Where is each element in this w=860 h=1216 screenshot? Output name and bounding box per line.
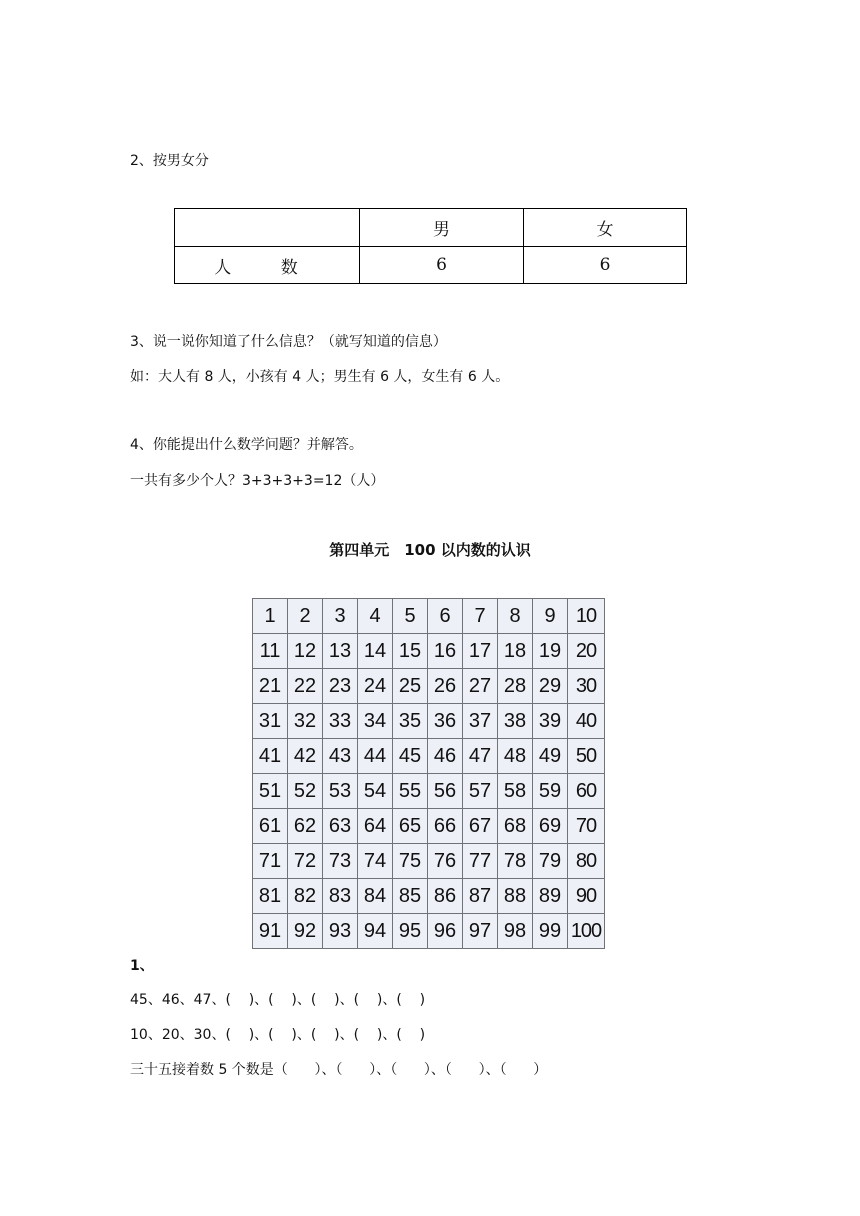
hundred-chart-cell: 100 bbox=[568, 914, 605, 949]
hundred-chart-cell: 51 bbox=[253, 774, 288, 809]
hundred-chart-cell: 80 bbox=[568, 844, 605, 879]
hundred-chart bbox=[252, 598, 605, 949]
gender-table-female-count: 6 bbox=[524, 247, 687, 284]
hundred-chart-cell: 8 bbox=[498, 599, 533, 634]
hundred-chart-cell: 14 bbox=[358, 634, 393, 669]
hundred-chart-cell: 58 bbox=[498, 774, 533, 809]
hundred-chart-cell: 98 bbox=[498, 914, 533, 949]
hundred-chart-cell: 82 bbox=[288, 879, 323, 914]
hundred-chart-cell: 33 bbox=[323, 704, 358, 739]
hundred-chart-cell: 95 bbox=[393, 914, 428, 949]
hundred-chart-row bbox=[253, 774, 605, 809]
hundred-chart-cell: 52 bbox=[288, 774, 323, 809]
unit-title: 第四单元 100 以内数的认识 bbox=[329, 541, 531, 559]
hundred-chart-cell: 35 bbox=[393, 704, 428, 739]
hundred-chart-cell: 6 bbox=[428, 599, 463, 634]
hundred-chart-cell: 92 bbox=[288, 914, 323, 949]
hundred-chart-cell: 84 bbox=[358, 879, 393, 914]
hundred-chart-cell: 42 bbox=[288, 739, 323, 774]
hundred-chart-cell: 27 bbox=[463, 669, 498, 704]
hundred-chart-cell: 69 bbox=[533, 809, 568, 844]
hundred-chart-cell: 16 bbox=[428, 634, 463, 669]
hundred-chart-cell: 46 bbox=[428, 739, 463, 774]
hundred-chart-cell: 13 bbox=[323, 634, 358, 669]
exercise-line-1: 45、46、47、( )、( )、( )、( )、( ) bbox=[130, 992, 426, 1008]
hundred-chart-row bbox=[253, 704, 605, 739]
hundred-chart-cell: 30 bbox=[568, 669, 605, 704]
question-4-answer: 一共有多少个人？3+3+3+3=12（人） bbox=[130, 473, 385, 489]
hundred-chart-cell: 53 bbox=[323, 774, 358, 809]
hundred-chart-cell: 17 bbox=[463, 634, 498, 669]
hundred-chart-row bbox=[253, 669, 605, 704]
hundred-chart-cell: 49 bbox=[533, 739, 568, 774]
hundred-chart-cell: 23 bbox=[323, 669, 358, 704]
hundred-chart-cell: 59 bbox=[533, 774, 568, 809]
hundred-chart-cell: 22 bbox=[288, 669, 323, 704]
hundred-chart-cell: 70 bbox=[568, 809, 605, 844]
hundred-chart-cell: 36 bbox=[428, 704, 463, 739]
hundred-chart-cell: 83 bbox=[323, 879, 358, 914]
hundred-chart-cell: 81 bbox=[253, 879, 288, 914]
hundred-chart-cell: 88 bbox=[498, 879, 533, 914]
hundred-chart-cell: 64 bbox=[358, 809, 393, 844]
hundred-chart-cell: 31 bbox=[253, 704, 288, 739]
hundred-chart-cell: 57 bbox=[463, 774, 498, 809]
hundred-chart-cell: 96 bbox=[428, 914, 463, 949]
hundred-chart-cell: 77 bbox=[463, 844, 498, 879]
hundred-chart-cell: 94 bbox=[358, 914, 393, 949]
hundred-chart-cell: 28 bbox=[498, 669, 533, 704]
hundred-chart-cell: 15 bbox=[393, 634, 428, 669]
hundred-chart-cell: 37 bbox=[463, 704, 498, 739]
hundred-chart-row bbox=[253, 844, 605, 879]
hundred-chart-cell: 12 bbox=[288, 634, 323, 669]
hundred-chart-cell: 91 bbox=[253, 914, 288, 949]
hundred-chart-cell: 66 bbox=[428, 809, 463, 844]
hundred-chart-cell: 73 bbox=[323, 844, 358, 879]
hundred-chart-row bbox=[253, 739, 605, 774]
hundred-chart-cell: 47 bbox=[463, 739, 498, 774]
gender-table-header-empty bbox=[175, 209, 360, 247]
gender-table-male-count: 6 bbox=[360, 247, 524, 284]
hundred-chart-cell: 24 bbox=[358, 669, 393, 704]
gender-table-row-label: 人 数 bbox=[175, 247, 360, 284]
hundred-chart-cell: 75 bbox=[393, 844, 428, 879]
exercise-line-3: 三十五接着数 5 个数是（ ）、（ ）、（ ）、（ ）、（ ） bbox=[130, 1062, 548, 1078]
gender-table-count-row bbox=[175, 247, 687, 284]
hundred-chart-cell: 29 bbox=[533, 669, 568, 704]
hundred-chart-cell: 5 bbox=[393, 599, 428, 634]
hundred-chart-cell: 71 bbox=[253, 844, 288, 879]
hundred-chart-row bbox=[253, 879, 605, 914]
hundred-chart-cell: 4 bbox=[358, 599, 393, 634]
hundred-chart-cell: 34 bbox=[358, 704, 393, 739]
hundred-chart-cell: 54 bbox=[358, 774, 393, 809]
hundred-chart-cell: 61 bbox=[253, 809, 288, 844]
hundred-chart-cell: 55 bbox=[393, 774, 428, 809]
hundred-chart-cell: 2 bbox=[288, 599, 323, 634]
hundred-chart-cell: 25 bbox=[393, 669, 428, 704]
hundred-chart-row bbox=[253, 599, 605, 634]
hundred-chart-cell: 99 bbox=[533, 914, 568, 949]
hundred-chart-cell: 76 bbox=[428, 844, 463, 879]
gender-table-header-female: 女 bbox=[524, 209, 687, 247]
hundred-chart-cell: 3 bbox=[323, 599, 358, 634]
hundred-chart-cell: 43 bbox=[323, 739, 358, 774]
hundred-chart-cell: 39 bbox=[533, 704, 568, 739]
gender-table bbox=[174, 208, 687, 284]
hundred-chart-cell: 87 bbox=[463, 879, 498, 914]
section-1-title: 1、 bbox=[130, 958, 154, 974]
hundred-chart-cell: 41 bbox=[253, 739, 288, 774]
hundred-chart-cell: 67 bbox=[463, 809, 498, 844]
hundred-chart-cell: 26 bbox=[428, 669, 463, 704]
hundred-chart-cell: 79 bbox=[533, 844, 568, 879]
hundred-chart-cell: 78 bbox=[498, 844, 533, 879]
hundred-chart-cell: 11 bbox=[253, 634, 288, 669]
hundred-chart-cell: 65 bbox=[393, 809, 428, 844]
hundred-chart-cell: 32 bbox=[288, 704, 323, 739]
hundred-chart-cell: 74 bbox=[358, 844, 393, 879]
hundred-chart-cell: 38 bbox=[498, 704, 533, 739]
hundred-chart-cell: 85 bbox=[393, 879, 428, 914]
hundred-chart-cell: 50 bbox=[568, 739, 605, 774]
hundred-chart-cell: 63 bbox=[323, 809, 358, 844]
hundred-chart-cell: 45 bbox=[393, 739, 428, 774]
hundred-chart-cell: 9 bbox=[533, 599, 568, 634]
question-3-title: 3、说一说你知道了什么信息？（就写知道的信息） bbox=[130, 334, 447, 350]
hundred-chart-cell: 21 bbox=[253, 669, 288, 704]
hundred-chart-cell: 62 bbox=[288, 809, 323, 844]
hundred-chart-cell: 97 bbox=[463, 914, 498, 949]
hundred-chart-row bbox=[253, 634, 605, 669]
hundred-chart-cell: 1 bbox=[253, 599, 288, 634]
hundred-chart-row bbox=[253, 914, 605, 949]
question-4-title: 4、你能提出什么数学问题？并解答。 bbox=[130, 437, 363, 453]
hundred-chart-cell: 48 bbox=[498, 739, 533, 774]
gender-table-header-row bbox=[175, 209, 687, 247]
hundred-chart-cell: 89 bbox=[533, 879, 568, 914]
hundred-chart-cell: 7 bbox=[463, 599, 498, 634]
exercise-line-2: 10、20、30、( )、( )、( )、( )、( ) bbox=[130, 1027, 426, 1043]
hundred-chart-cell: 44 bbox=[358, 739, 393, 774]
hundred-chart-cell: 18 bbox=[498, 634, 533, 669]
hundred-chart-cell: 10 bbox=[568, 599, 605, 634]
hundred-chart-cell: 86 bbox=[428, 879, 463, 914]
hundred-chart-cell: 20 bbox=[568, 634, 605, 669]
gender-table-header-male: 男 bbox=[360, 209, 524, 247]
hundred-chart-cell: 93 bbox=[323, 914, 358, 949]
hundred-chart-row bbox=[253, 809, 605, 844]
question-2-title: 2、按男女分 bbox=[130, 153, 209, 169]
hundred-chart-cell: 19 bbox=[533, 634, 568, 669]
hundred-chart-cell: 90 bbox=[568, 879, 605, 914]
hundred-chart-cell: 72 bbox=[288, 844, 323, 879]
question-3-example: 如：大人有 8 人，小孩有 4 人；男生有 6 人，女生有 6 人。 bbox=[130, 369, 510, 385]
hundred-chart-cell: 56 bbox=[428, 774, 463, 809]
hundred-chart-cell: 40 bbox=[568, 704, 605, 739]
hundred-chart-cell: 60 bbox=[568, 774, 605, 809]
hundred-chart-cell: 68 bbox=[498, 809, 533, 844]
